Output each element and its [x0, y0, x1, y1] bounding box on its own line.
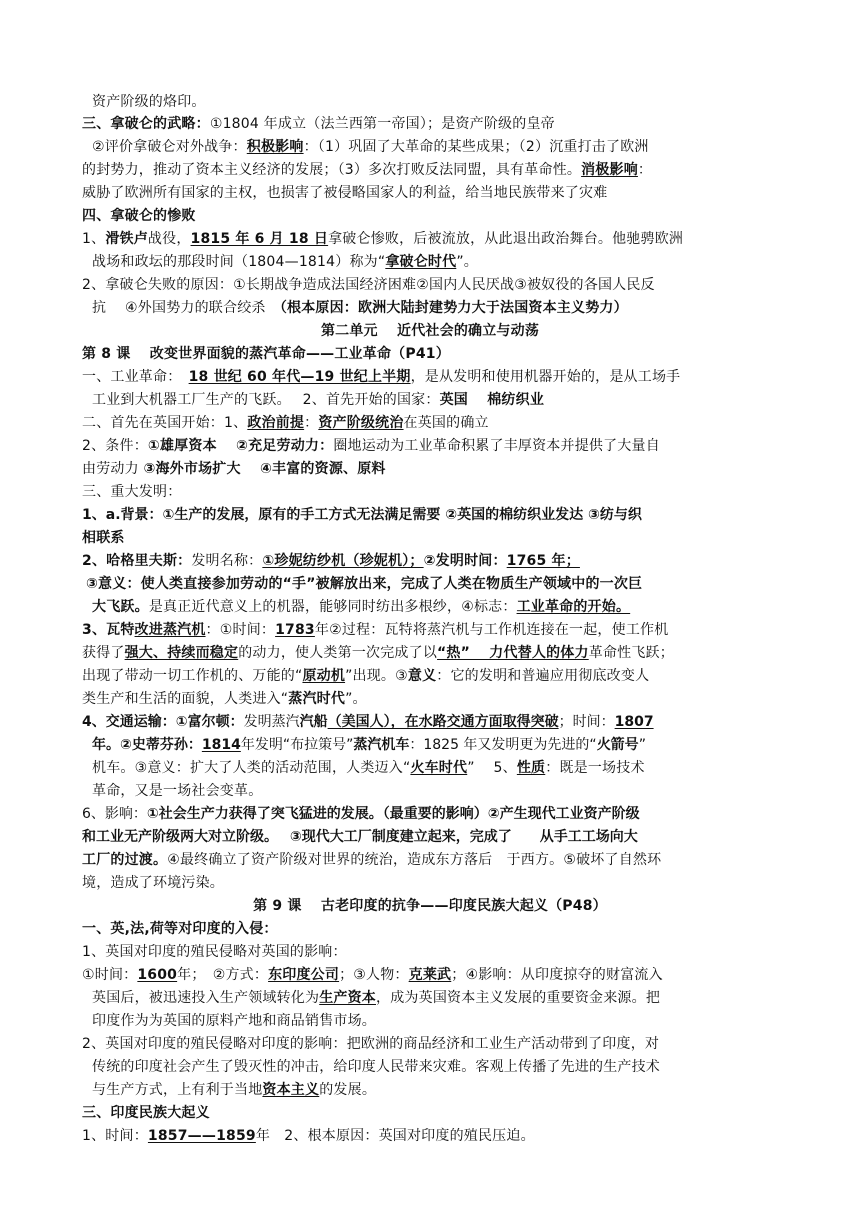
text-segment: 革命，又是一场社会变革。 — [92, 783, 263, 799]
section-heading — [82, 1103, 210, 1123]
text-line — [92, 390, 544, 410]
text-segment: 一、工业革命： — [82, 369, 189, 385]
text-segment: ④最终确立了资产阶级对世界的统治，造成东方落后 于西方。⑤破坏了自然环 — [167, 852, 662, 868]
text-segment: 工厂的过渡。 — [82, 852, 168, 868]
text-line — [82, 942, 347, 962]
text-line — [82, 436, 660, 456]
text-line — [92, 735, 646, 755]
text-segment: ，成为英国资本主义发展的重要资金来源。把 — [376, 990, 661, 1006]
text-segment: 是真正近代意义上的机器，能够同时纺出多根纱，④标志： — [148, 599, 517, 615]
text-line — [82, 827, 638, 847]
text-line — [92, 781, 262, 801]
text-segment: “热” 力代替人的体力 — [437, 645, 589, 661]
text-line — [82, 275, 655, 295]
text-segment: 一、英,法,荷等对印度的入侵： — [82, 921, 278, 937]
text-segment: ” — [638, 737, 646, 753]
text-line — [92, 988, 660, 1008]
text-segment: 1807 — [614, 714, 654, 730]
text-line — [82, 367, 680, 387]
unit-title — [0, 321, 860, 341]
text-segment: 1600 — [137, 967, 178, 983]
text-segment: ①时间： — [82, 967, 138, 983]
text-segment: ③意义： — [86, 576, 141, 592]
text-segment: 在英国的确立 — [403, 415, 489, 431]
text-segment: 第二单元 近代社会的确立与动荡 — [320, 323, 540, 339]
text-line — [82, 505, 642, 525]
text-segment: ” 5、 — [467, 760, 517, 776]
text-line — [82, 551, 580, 571]
text-segment: 获得了 — [82, 645, 125, 661]
text-segment: 战场和政坛的那段时间（1804—1814）称为“ — [92, 254, 386, 270]
text-line — [82, 229, 683, 249]
text-line — [82, 160, 652, 180]
text-segment: 2、哈格里夫斯： — [82, 553, 192, 569]
text-segment: 境，造成了环境污染。 — [82, 875, 224, 891]
text-line — [82, 873, 224, 893]
text-line — [86, 574, 642, 594]
text-segment: 改进蒸汽机 — [134, 622, 206, 638]
text-segment: ；时间： — [558, 714, 615, 730]
text-segment: 的发展。 — [319, 1082, 377, 1098]
text-segment: 年。②史蒂芬孙： — [92, 737, 202, 753]
text-segment: 消极影响 — [581, 162, 638, 178]
text-segment: 三、重大发明： — [82, 484, 182, 500]
text-line — [82, 183, 607, 203]
text-segment: 的封势力，推动了资本主义经济的发展；（3）多次打败反法同盟，具有革命性。 — [82, 162, 582, 178]
text-line — [92, 758, 645, 778]
text-segment: ”。 — [345, 691, 367, 707]
text-line — [82, 643, 674, 663]
text-line — [82, 528, 125, 548]
lesson-title — [82, 344, 450, 364]
text-segment: ：既是一场技术 — [545, 760, 645, 776]
text-segment: ；④影响：从印度掠夺的财富流入 — [451, 967, 663, 983]
text-line — [82, 482, 181, 502]
text-line — [82, 620, 668, 640]
text-segment: （美国人），在水路交通方面取得突破 — [327, 714, 559, 730]
text-segment: ，是从发明和使用机器开始的，是从工场手 — [410, 369, 681, 385]
text-line — [82, 804, 640, 824]
text-segment: ② — [423, 553, 436, 569]
text-segment: ：它的发明和普遍应用彻底改变人 — [436, 668, 650, 684]
text-segment: ①1804 年成立（法兰西第一帝国）；是资产阶级的皇帝 — [209, 116, 555, 132]
text-segment: 工业革命的开始。 — [516, 599, 631, 615]
text-segment: ”出现。③ — [345, 668, 408, 684]
text-segment: 政治前提 — [247, 415, 305, 431]
text-line — [92, 298, 628, 318]
text-segment: 年发明“布拉策号” — [240, 737, 354, 753]
text-segment: 印度作为为英国的原料产地和商品销售市场。 — [92, 1013, 376, 1029]
text-segment: 意义 — [407, 668, 437, 684]
text-segment: 圈地运动为工业革命积累了丰厚资本并提供了大量自 — [333, 438, 660, 454]
text-line — [82, 459, 386, 479]
text-segment: 革命性飞跃； — [588, 645, 674, 661]
text-segment: 英国后，被迅速投入生产领域转化为 — [92, 990, 320, 1006]
text-segment: 1765 年； — [506, 553, 580, 569]
text-segment: 出现了带动一切工作机的、万能的“ — [82, 668, 303, 684]
text-segment: 四、拿破仑的惨败 — [82, 208, 196, 224]
text-segment: 威胁了欧洲所有国家的主权，也损害了被侵略国家人的利益，给当地民族带来了灾难 — [82, 185, 608, 201]
text-segment: 原动机 — [302, 668, 346, 684]
text-line — [82, 689, 367, 709]
text-segment: 1、 — [82, 231, 106, 247]
text-segment: 克莱武 — [408, 967, 452, 983]
text-segment: 2、拿破仑失败的原因：①长期战争造成法国经济困难②国内人民厌战③被奴役的各国人民反 — [82, 277, 655, 293]
text-line — [82, 1126, 535, 1146]
text-segment: ”。 — [456, 254, 478, 270]
section-heading — [82, 114, 555, 134]
text-segment: ：（1）巩固了大革命的某些成果；（2）沉重打击了欧洲 — [303, 139, 649, 155]
text-segment: 战役， — [147, 231, 191, 247]
text-segment: 1857——1859 — [147, 1128, 256, 1144]
text-segment: 二、首先在英国开始：1、 — [82, 415, 248, 431]
text-segment: （根本原因：欧洲大陆封建势力大于法国资本主义势力） — [279, 300, 628, 316]
text-segment: 年 2、根本原因：英国对印度的殖民压迫。 — [255, 1128, 535, 1144]
text-line — [92, 252, 478, 272]
text-segment: 生产资本 — [319, 990, 377, 1006]
text-segment: 1、a.背景：①生产的发展，原有的手工方式无法满足需要 ②英国的棉纺织业发达 ③纺与织 — [82, 507, 642, 523]
text-segment: 6、影响： — [82, 806, 147, 822]
text-segment: ： — [304, 415, 319, 431]
text-segment: ；③人物： — [339, 967, 409, 983]
text-segment: 资本主义 — [262, 1082, 320, 1098]
text-segment: ：1825 年又发明更为先进的“ — [409, 737, 597, 753]
text-segment: 东印度公司 — [268, 967, 340, 983]
text-segment: 传统的印度社会产生了毁灭性的冲击，给印度人民带来灾难。客观上传播了先进的生产技术 — [92, 1059, 660, 1075]
text-segment: 年②过程：瓦特将蒸汽机与工作机连接在一起，使工作机 — [314, 622, 669, 638]
text-segment: 蒸汽时代 — [288, 691, 346, 707]
text-line — [82, 850, 661, 870]
text-segment: 发明时间： — [435, 553, 507, 569]
text-segment: 汽船 — [299, 714, 328, 730]
text-segment: 英国 棉纺织业 — [439, 392, 545, 408]
text-line — [92, 1080, 376, 1100]
text-segment: ①社会生产力获得了突飞猛进的发展。（最重要的影响）②产生现代工业资产阶级 — [146, 806, 640, 822]
text-segment: 强大、持续而稳定 — [124, 645, 239, 661]
text-segment: 年； ②方式： — [177, 967, 269, 983]
text-segment: 性质 — [516, 760, 546, 776]
text-segment: 第 9 课 古老印度的抗争——印度民族大起义（P48） — [253, 898, 607, 914]
text-segment: 1814 — [201, 737, 241, 753]
text-segment: 1783 — [275, 622, 315, 638]
text-segment: 3、瓦特 — [82, 622, 135, 638]
text-segment: ： — [637, 162, 653, 178]
text-segment: 大飞跃。 — [92, 599, 149, 615]
text-segment: 拿破仑惨败，后被流放，从此退出政治舞台。他驰骋欧洲 — [328, 231, 684, 247]
text-line — [82, 1034, 659, 1054]
text-segment: 1、英国对印度的殖民侵略对英国的影响： — [82, 944, 347, 960]
text-line — [82, 666, 649, 686]
text-segment: 滑铁卢 — [105, 231, 148, 247]
text-segment: ②评价拿破仑对外战争： — [92, 139, 247, 155]
text-line — [92, 92, 206, 112]
text-segment: 三、拿破仑的武略： — [82, 116, 210, 132]
text-line — [92, 1057, 660, 1077]
text-line — [92, 597, 630, 617]
text-segment: 和工业无产阶级两大对立阶级。 ③现代大工厂制度建立起来，完成了 从手工工场向大 — [82, 829, 638, 845]
text-line — [82, 413, 489, 433]
text-segment: 使人类直接参加劳动的“手”被解放出来，完成了人类在物质生产领域中的一次巨 — [140, 576, 643, 592]
text-segment: 类生产和生活的面貌，人类进入“ — [82, 691, 289, 707]
text-segment: ③海外市场扩大 ④丰富的资源、原料 — [143, 461, 386, 477]
text-segment: 1、时间： — [82, 1128, 148, 1144]
lesson-title — [0, 896, 860, 916]
text-line — [82, 712, 654, 732]
text-segment: 三、印度民族大起义 — [82, 1105, 210, 1121]
text-segment: ：①时间： — [205, 622, 276, 638]
section-heading — [82, 206, 196, 226]
text-line — [92, 1011, 376, 1031]
section-heading — [82, 919, 278, 939]
text-segment: 相联系 — [82, 530, 125, 546]
text-segment: 1815 年 6 月 18 日 — [190, 231, 329, 247]
text-segment: 由劳动力 — [82, 461, 144, 477]
text-segment: 火车时代 — [410, 760, 468, 776]
text-segment: 发明蒸汽 — [243, 714, 300, 730]
text-segment: 工业到大机器工厂生产的飞跃。 2、首先开始的国家： — [92, 392, 440, 408]
text-segment: 18 世纪 60 年代—19 世纪上半期 — [188, 369, 411, 385]
text-segment: 2、英国对印度的殖民侵略对印度的影响：把欧洲的商品经济和工业生产活动带到了印度，对 — [82, 1036, 660, 1052]
text-segment: 的动力，使人类第一次完成了以 — [238, 645, 438, 661]
text-segment: ①珍妮纺纱机（珍妮机）； — [262, 553, 424, 569]
text-segment: 资产阶级的烙印。 — [92, 94, 206, 110]
text-segment: 第 8 课 改变世界面貌的蒸汽革命——工业革命（P41） — [82, 346, 450, 362]
text-line — [92, 137, 649, 157]
text-segment: 抗 ④外国势力的联合绞杀 — [92, 300, 280, 316]
text-segment: 4、交通运输：①富尔顿： — [82, 714, 244, 730]
text-segment: 拿破仑时代 — [385, 254, 457, 270]
text-segment: 积极影响 — [246, 139, 304, 155]
text-segment: 蒸汽机车 — [353, 737, 410, 753]
text-line — [82, 965, 663, 985]
text-segment: 发明名称： — [191, 553, 263, 569]
text-segment: 资产阶级统治 — [318, 415, 404, 431]
text-segment: 2、条件： — [82, 438, 148, 454]
text-segment: 与生产方式，上有利于当地 — [92, 1082, 263, 1098]
text-segment: 机车。③意义：扩大了人类的活动范围，人类迈入“ — [92, 760, 411, 776]
text-segment: ①雄厚资本 ②充足劳动力： — [147, 438, 334, 454]
text-segment: 火箭号 — [596, 737, 639, 753]
